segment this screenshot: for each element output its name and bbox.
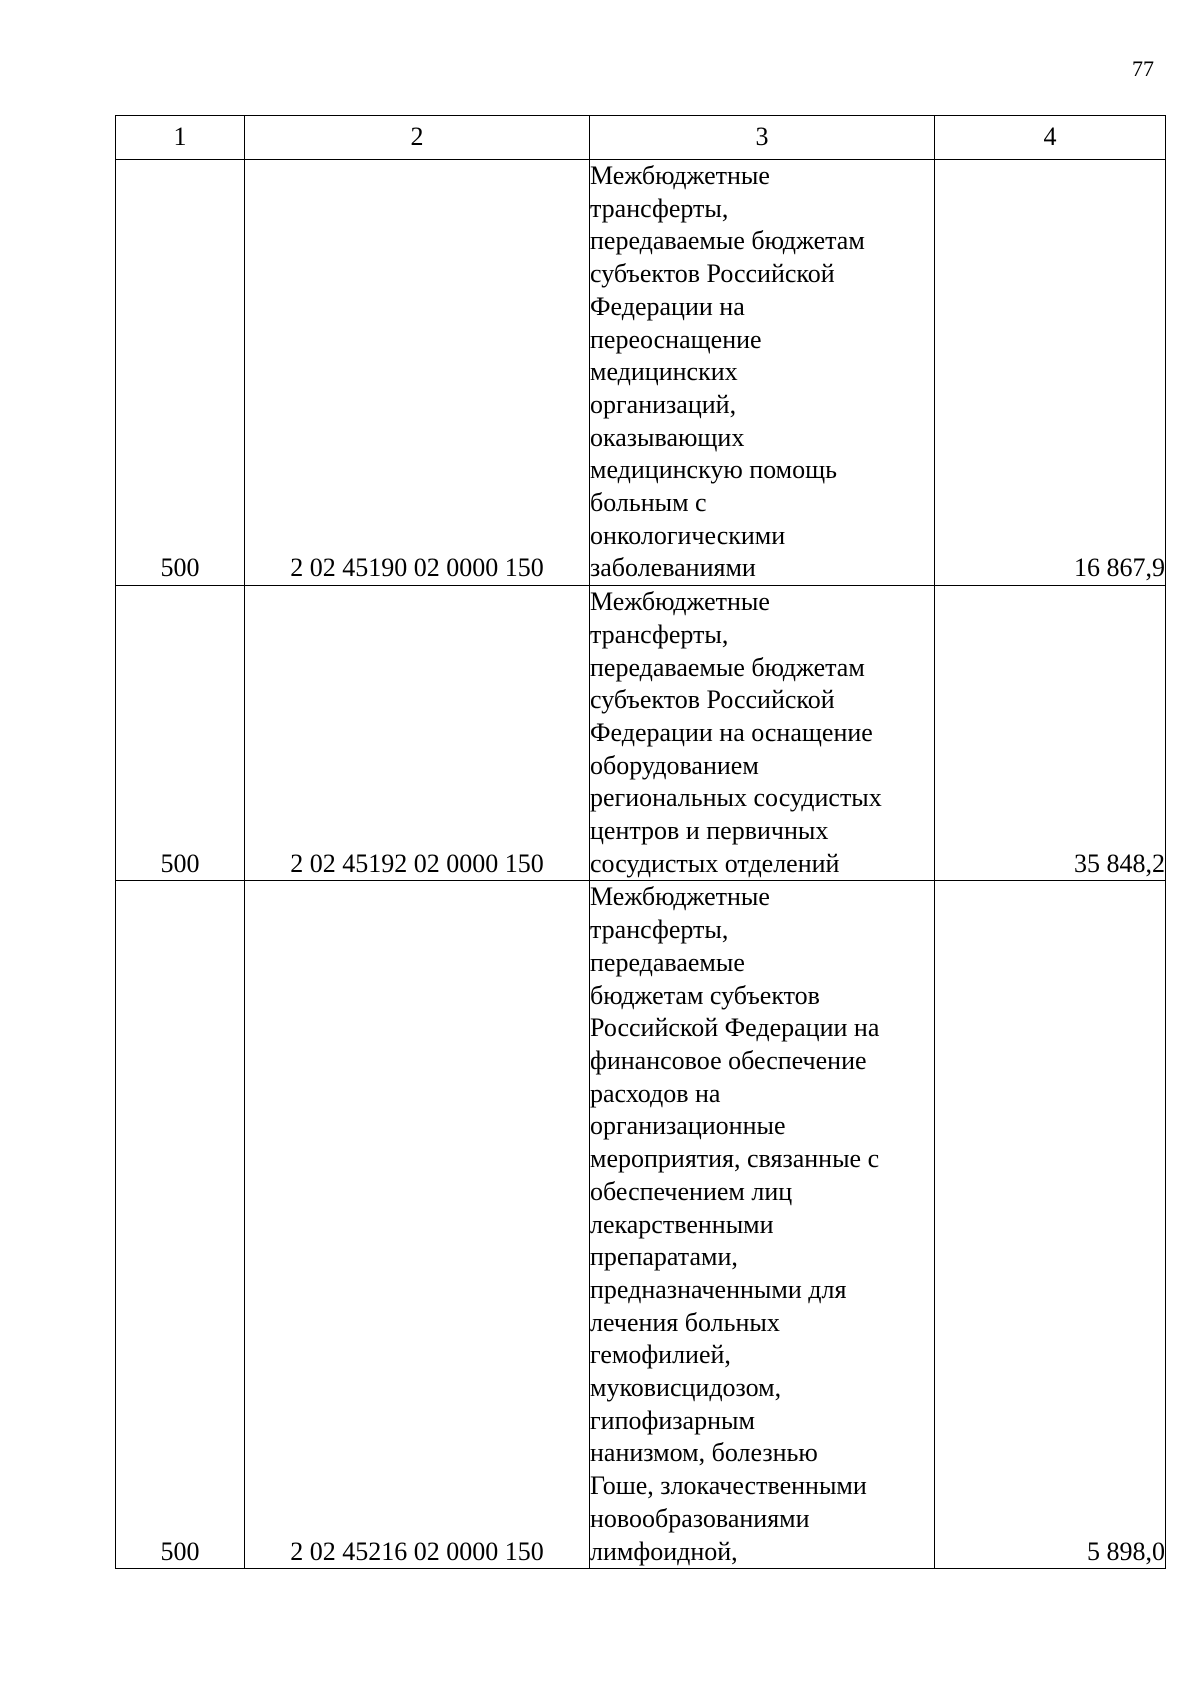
description-line: больным с <box>590 488 707 518</box>
description-line: предназначенными для <box>590 1274 847 1304</box>
amount-cell: 16 867,9 <box>935 160 1166 586</box>
table-row <box>116 160 1166 586</box>
description-line: переоснащение <box>590 324 762 354</box>
page-number: 77 <box>1132 56 1154 81</box>
description-line: медицинских <box>590 357 738 387</box>
description-cell <box>590 881 935 1569</box>
description-line: медицинскую помощь <box>590 455 838 485</box>
description-line: препаратами, <box>590 1242 738 1272</box>
kbk-code-cell: 2 02 45190 02 0000 150 <box>245 160 590 586</box>
description-line: гипофизарным <box>590 1405 755 1435</box>
description-line: трансферты, <box>590 619 729 649</box>
description-line: Федерации на <box>590 291 745 321</box>
header-row <box>116 116 1166 160</box>
header-col-2: 2 <box>245 116 590 160</box>
description-line: оказывающих <box>590 422 745 452</box>
description-line: онкологическими <box>590 520 786 550</box>
description-line: мероприятия, связанные с <box>590 1144 880 1174</box>
description-line: бюджетам субъектов <box>590 980 820 1010</box>
kbk-code-cell: 2 02 45216 02 0000 150 <box>245 881 590 1569</box>
description-line: оборудованием <box>590 750 759 780</box>
description-line: лимфоидной, <box>590 1536 738 1566</box>
description-line: гемофилией, <box>590 1340 731 1370</box>
description-line: субъектов Российской <box>590 685 835 715</box>
description-cell <box>590 586 935 881</box>
admin-code-cell: 500 <box>116 160 245 586</box>
description-line: обеспечением лиц <box>590 1176 793 1206</box>
description-line: расходов на <box>590 1078 721 1108</box>
description-cell <box>590 160 935 586</box>
description-line: передаваемые бюджетам <box>590 226 865 256</box>
description-line: Гоше, злокачественными <box>590 1471 867 1501</box>
description-line: субъектов Российской <box>590 259 835 289</box>
amount-cell: 5 898,0 <box>935 881 1166 1569</box>
description-line: трансферты, <box>590 915 729 945</box>
description-line: Межбюджетные <box>590 882 770 912</box>
admin-code-cell: 500 <box>116 586 245 881</box>
header-col-4: 4 <box>935 116 1166 160</box>
admin-code-cell: 500 <box>116 881 245 1569</box>
description-line: новообразованиями <box>590 1503 810 1533</box>
table-header <box>116 116 1166 160</box>
description-line: трансферты, <box>590 193 729 223</box>
table-row <box>116 586 1166 881</box>
description-line: организационные <box>590 1111 786 1141</box>
description-line: организаций, <box>590 389 737 419</box>
description-line: лечения больных <box>590 1307 780 1337</box>
description-line: передаваемые <box>590 947 745 977</box>
description-line: финансовое обеспечение <box>590 1045 867 1075</box>
description-line: муковисцидозом, <box>590 1373 782 1403</box>
description-line: Российской Федерации на <box>590 1013 880 1043</box>
kbk-code-cell: 2 02 45192 02 0000 150 <box>245 586 590 881</box>
description-line: центров и первичных <box>590 816 829 846</box>
description-line: сосудистых отделений <box>590 848 840 878</box>
description-line: Федерации на оснащение <box>590 717 873 747</box>
header-col-3: 3 <box>590 116 935 160</box>
description-line: передаваемые бюджетам <box>590 652 865 682</box>
amount-cell: 35 848,2 <box>935 586 1166 881</box>
description-line: заболеваниями <box>590 553 756 583</box>
table-row <box>116 881 1166 1569</box>
description-line: Межбюджетные <box>590 587 770 617</box>
header-col-1: 1 <box>116 116 245 160</box>
description-line: региональных сосудистых <box>590 783 882 813</box>
budget-table <box>115 115 1166 1569</box>
table-body <box>116 160 1166 1569</box>
description-line: лекарственными <box>590 1209 774 1239</box>
description-line: Межбюджетные <box>590 161 770 190</box>
description-line: нанизмом, болезнью <box>590 1438 818 1468</box>
